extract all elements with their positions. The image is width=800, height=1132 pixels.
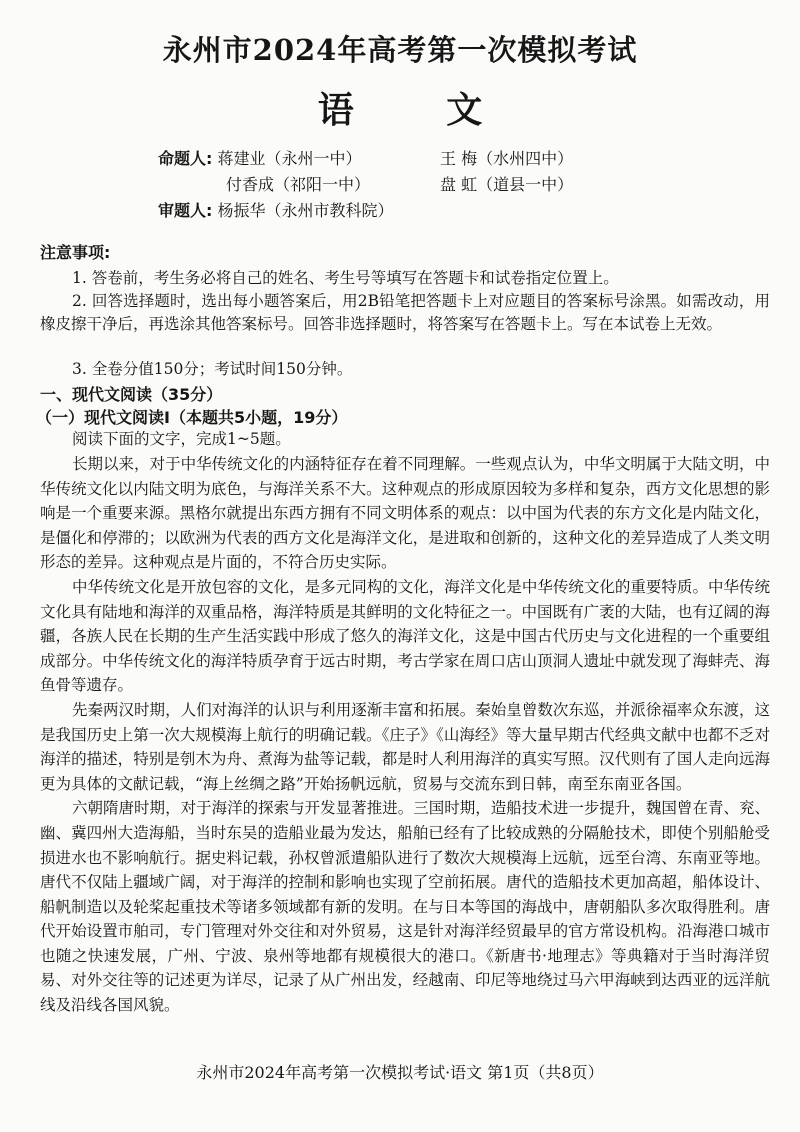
page-footer: 永州市2024年高考第一次模拟考试·语文 第1页（共8页）	[196, 1063, 604, 1082]
passage-paragraph-2: 中华传统文化是开放包容的文化，是多元同构的文化，海洋文化是中华传统文化的重要特质。中华传统文化具有陆地和海洋的双重品格，海洋特质是其鲜明的文化特征之一。中国既有广袤的大陆，也有辽阔的海疆，各族人民在长期的生产生活实践中形成了悠久的海洋文化，这是中国古代历史与文化进程的一个重要组成部分。中华传统文化的海洋特质孕育于远古时期，考古学家在周口店山顶洞人遗址中就发现了海蚌壳、海鱼骨等遗存。	[40, 577, 770, 695]
notice-item-1: 1. 答卷前，考生务必将自己的姓名、考生号等填写在答题卡和试卷指定位置上。	[72, 269, 619, 287]
notice-item-2: 2. 回答选择题时，选出每小题答案后，用2B铅笔把答题卡上对应题目的答案标号涂黑。如需改动，用橡皮擦干净后，再选涂其他答案标号。回答非选择题时，将答案写在答题卡上。写在本试卷上无效。	[40, 292, 770, 333]
subject-title: 语 文	[317, 89, 523, 131]
reading-instruction: 阅读下面的文字，完成1~5题。	[72, 430, 291, 448]
setter-2: 王 梅（水州四中）	[440, 149, 574, 168]
setter-1: 蒋建业（永州一中）	[217, 149, 362, 168]
setter-4: 盘 虹（道县一中）	[440, 175, 574, 194]
reviewer: 杨振华（永州市教科院）	[217, 201, 394, 220]
exam-title: 永州市2024年高考第一次模拟考试	[162, 33, 638, 67]
notice-item-3: 3. 全卷分值150分；考试时间150分钟。	[72, 360, 353, 378]
setter-3: 付香成（祁阳一中）	[226, 175, 371, 194]
passage-paragraph-3: 先秦两汉时期，人们对海洋的认识与利用逐渐丰富和拓展。秦始皇曾数次东巡，并派徐福率众东渡，这是我国历史上第一次大规模海上航行的明确记载。《庄子》《山海经》等大量早期古代经典文献中也都不乏对海洋的描述，特别是刳木为舟、煮海为盐等记载，都是时人利用海洋的真实写照。汉代则有了国人走向远海更为具体的文献记载，“海上丝绸之路”开始扬帆远航，贸易与交流东到日韩，南至东南亚各国。	[40, 700, 770, 793]
reviewer-line	[158, 198, 394, 221]
passage	[40, 452, 770, 1018]
setters-line-1	[158, 146, 362, 169]
notice-heading: 注意事项:	[40, 243, 111, 262]
passage-paragraph-4: 六朝隋唐时期，对于海洋的探索与开发显著推进。三国时期，造船技术进一步提升，魏国曾在青、兖、幽、冀四州大造海船，当时东吴的造船业最为发达，船舶已经有了比较成熟的分隔舱技术，即使个别船舱受损进水也不影响航行。据史料记载，孙权曾派遣船队进行了数次大规模海上远航，远至台湾、东南亚等地。唐代不仅陆上疆域广阔，对于海洋的控制和影响也实现了空前拓展。唐代的造船技术更加高超，船体设计、船帆制造以及轮桨起重技术等诸多领域都有新的发明。在与日本等国的海战中，唐朝船队多次取得胜利。唐代开始设置市舶司，专门管理对外交往和对外贸易，这是针对海洋经贸最早的官方常设机构。沿海港口城市也随之快速发展，广州、宁波、泉州等地都有规模很大的港口。《新唐书·地理志》等典籍对于当时海洋贸易、对外交往等的记述更为详尽，记录了从广州出发，经越南、印尼等地绕过马六甲海峡到达西亚的远洋航线及沿线各国风貌。	[40, 799, 770, 1015]
part-1-heading: 一、现代文阅读（35分）	[40, 385, 223, 404]
passage-paragraph-1: 长期以来，对于中华传统文化的内涵特征存在着不同理解。一些观点认为，中华文明属于大陆文明，中华传统文化以内陆文明为底色，与海洋关系不大。这种观点的形成原因较为多样和复杂，西方文化思想的影响是一个重要来源。黑格尔就提出东西方拥有不同文明体系的观点：以中国为代表的东方文化是内陆文化，是僵化和停滞的；以欧洲为代表的西方文化是海洋文化，是进取和创新的，这种文化的差异造成了人类文明形态的差异。这种观点是片面的，不符合历史实际。	[40, 455, 770, 572]
setters-label: 命题人:	[158, 149, 213, 168]
part-1-subheading: （一）现代文阅读Ⅰ（本题共5小题，19分）	[36, 408, 348, 427]
reviewer-label: 审题人:	[158, 201, 213, 220]
